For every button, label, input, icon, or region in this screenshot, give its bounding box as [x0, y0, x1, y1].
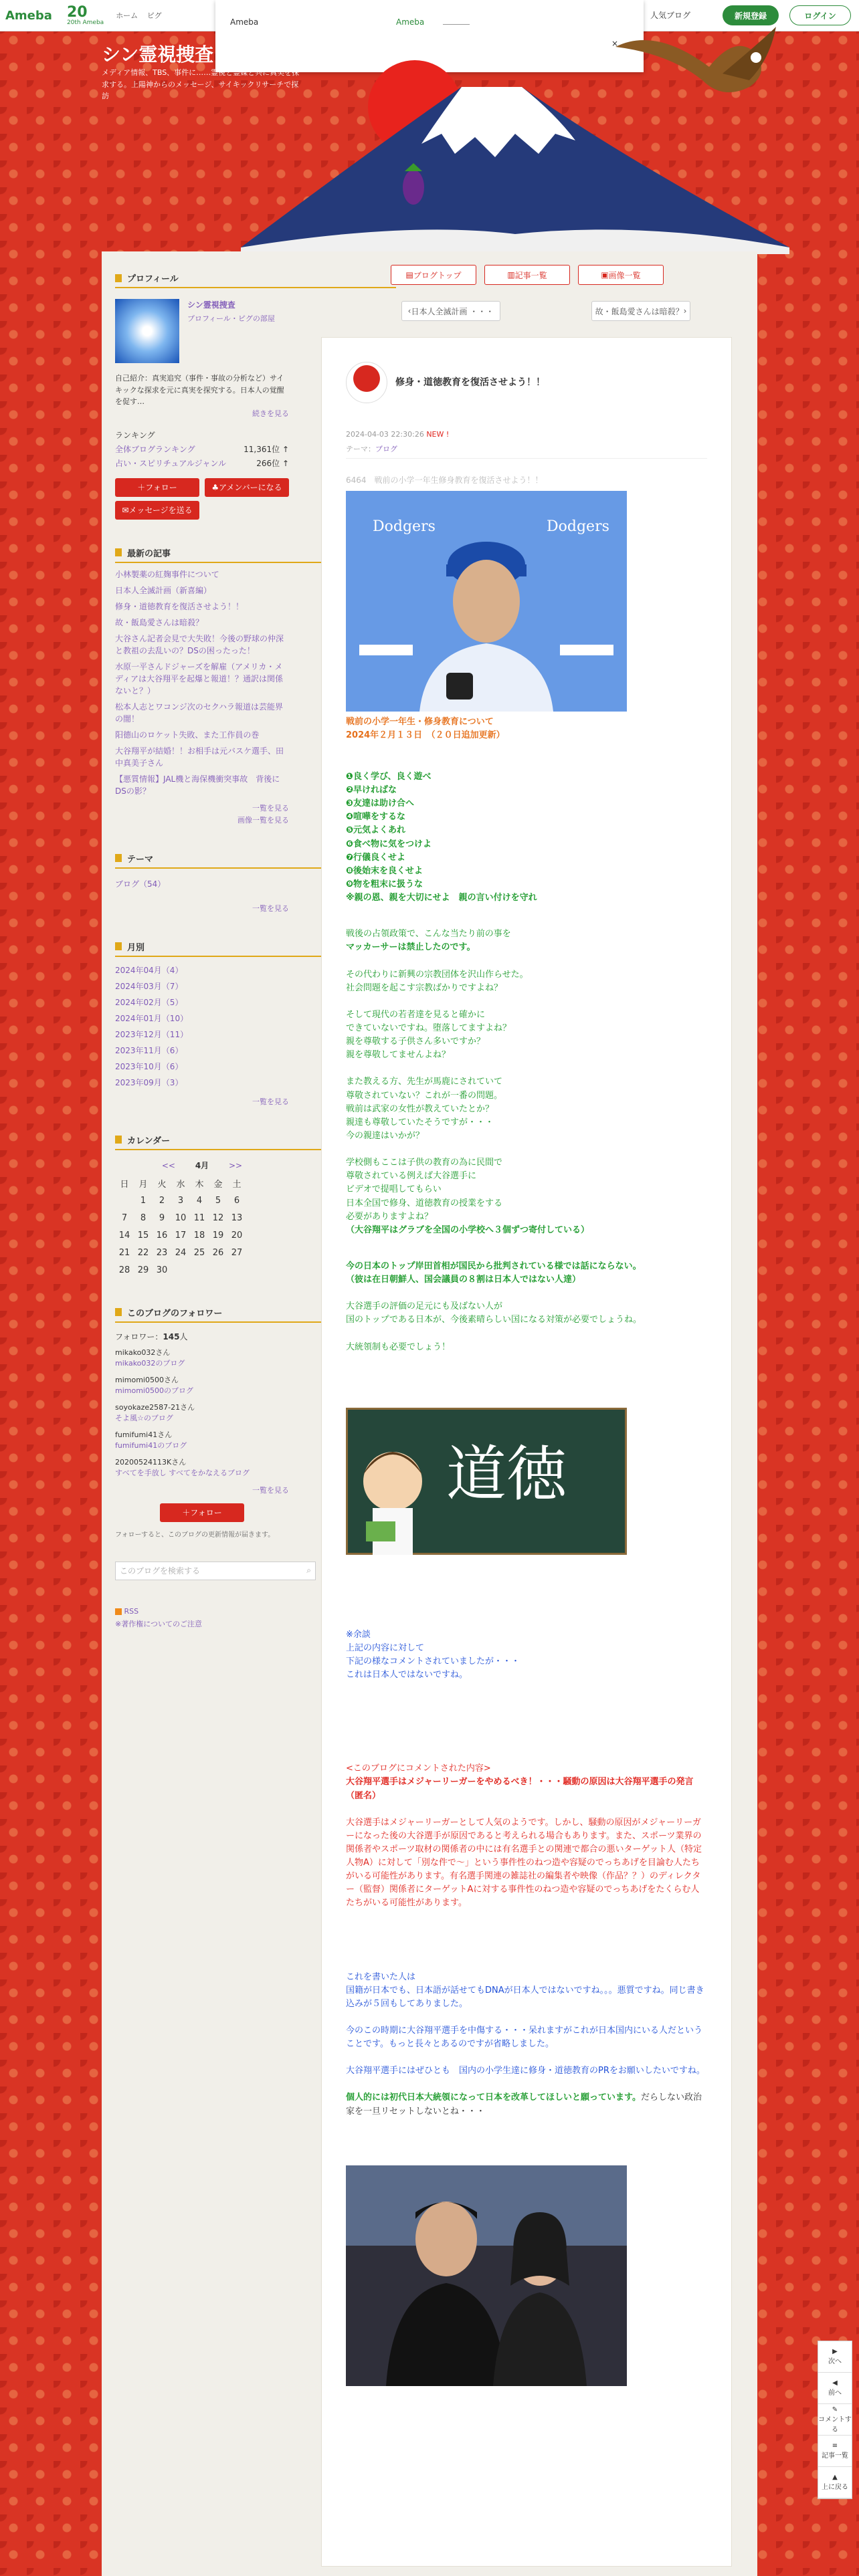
- monthly-heading: 月別: [115, 940, 396, 957]
- recent-images-link[interactable]: 画像一覧を見る: [237, 815, 289, 825]
- calendar-day[interactable]: 12: [212, 1213, 224, 1224]
- calendar-grid: [115, 1175, 246, 1279]
- article-body: [346, 474, 707, 2386]
- arrow-up-icon: ▲: [832, 2474, 838, 2481]
- search-icon[interactable]: ⌕: [306, 1566, 311, 1576]
- prev-article-tool[interactable]: ◀ 前へ: [818, 2373, 852, 2404]
- popular-blog-link[interactable]: 人気ブログ: [650, 11, 691, 20]
- follower-list: [115, 1348, 289, 1479]
- monthly-more-link[interactable]: 一覧を見る: [252, 1097, 289, 1106]
- svg-text:Dodgers: Dodgers: [547, 518, 609, 535]
- calendar-weekday: 月: [138, 1180, 148, 1190]
- nav-pigg-link[interactable]: ピグ: [147, 11, 162, 20]
- calendar-day[interactable]: 7: [121, 1213, 128, 1224]
- paragraph-4: また教える方、先生が馬鹿にされていて 尊敬されていない？これが一番の問題。 戦前は武家の女性が教えていたとか？ 親達も尊敬していたそうですが・・・ 今の親達はいかが？: [346, 1077, 503, 1141]
- moral-rule-item: ❷早ければな: [346, 785, 397, 796]
- floating-toolbar: [818, 2341, 852, 2499]
- comment-icon: ✎: [832, 2405, 838, 2413]
- recent-article-link[interactable]: 日本人全滅計画（新喜編）: [115, 585, 212, 595]
- calendar-day[interactable]: 20: [231, 1230, 243, 1241]
- arrow-left-icon: ◀: [832, 2379, 838, 2387]
- copyright-note-link[interactable]: ※著作権についてのご注意: [115, 1619, 202, 1628]
- content-column: [308, 265, 744, 2117]
- calendar-next[interactable]: >>: [229, 1160, 243, 1170]
- calendar-day[interactable]: 14: [118, 1230, 130, 1241]
- follower-blog-link[interactable]: mikako032のブログ: [115, 1359, 185, 1368]
- recent-article-link[interactable]: 故・飯島愛さんは暗殺？: [115, 617, 204, 627]
- message-button[interactable]: ✉ メッセージを送る: [115, 501, 199, 520]
- profile-pigg-link[interactable]: プロフィール・ピグの部屋: [187, 314, 275, 323]
- calendar-day: [171, 1262, 190, 1279]
- login-button[interactable]: ログイン: [789, 5, 851, 25]
- calendar-day[interactable]: 21: [118, 1248, 130, 1259]
- calendar-day[interactable]: 8: [140, 1213, 147, 1224]
- article-avatar: [346, 362, 387, 403]
- calendar-weekday: 日: [120, 1180, 129, 1190]
- calendar-prev[interactable]: <<: [161, 1160, 175, 1170]
- follower-blog-link[interactable]: fumifumi41のブログ: [115, 1441, 187, 1451]
- follower-name: mikako032さん: [115, 1348, 171, 1357]
- recent-list: [115, 568, 289, 797]
- follow-button-2[interactable]: ＋ フォロー: [160, 1503, 244, 1522]
- recent-article-link[interactable]: 阳德山のロケット失敗、また工作員の巻: [115, 730, 260, 740]
- svg-text:Dodgers: Dodgers: [373, 518, 436, 535]
- calendar-day[interactable]: 9: [159, 1213, 165, 1224]
- calendar-day[interactable]: 11: [193, 1213, 205, 1224]
- article-date: 2024-04-03 22:30:26 NEW !: [346, 430, 450, 439]
- paragraph-3: そして現代の若者達を見ると確かに できていないですね。堕落してますよね？ 親を尊敬する子供さん多いですか？ 親を尊敬してませんよね？: [346, 1009, 512, 1061]
- calendar-day[interactable]: 15: [137, 1230, 149, 1241]
- back-to-top-tool[interactable]: ▲ 上に戻る: [818, 2467, 852, 2498]
- blog-search-input[interactable]: このブログを検索する ⌕: [115, 1562, 316, 1580]
- arrow-right-icon: ▶: [832, 2348, 838, 2355]
- paragraph-6: 今の日本のトップ岸田首相が国民から批判されている様では話にならない。 （彼は在日朝鮮人、国会議員の８割は日本人ではない人達）: [346, 1261, 642, 1285]
- prev-article-link[interactable]: ‹ 日本人全滅計画 ・・・: [401, 301, 500, 321]
- moral-rules-list: [346, 770, 707, 905]
- paragraph-5: 学校側もここは子供の教育の為に民間で 尊敬されている例えば大谷選手に ビデオで提唱してもらい 日本全国で修身、道徳教育の授業をする 必要がありますよね？ （大谷翔平はグラブを全国の小学校へ３個ずつ寄付している）: [346, 1158, 590, 1235]
- calendar-day: [115, 1192, 134, 1210]
- paragraph-1: 戦後の占領政策で、こんな当たり前の事を マッカーサーは禁止したのです。: [346, 929, 511, 953]
- calendar-day[interactable]: 17: [175, 1230, 187, 1241]
- comment-tool[interactable]: ✎ コメントする: [818, 2404, 852, 2436]
- calendar-weekday: 木: [195, 1180, 204, 1190]
- article-card: [321, 337, 732, 2567]
- register-button[interactable]: 新規登録: [723, 5, 779, 25]
- calendar-day: [209, 1262, 227, 1279]
- recent-article-link[interactable]: 大谷翔平が結婚！！お相手は元バスケ選手、田中真美子さん: [115, 746, 284, 768]
- moral-rule-item: ❽後始末を良くせよ: [346, 865, 423, 876]
- article-list-tool[interactable]: ≡ 記事一覧: [818, 2436, 852, 2467]
- ranking-overall-value: 11,361位 ↑: [244, 444, 289, 454]
- monthly-archive-link[interactable]: 2024年04月（4）: [115, 965, 183, 975]
- tab-blog-top[interactable]: ▤ ブログトップ: [391, 265, 476, 285]
- theme-item[interactable]: ブログ（54）: [115, 879, 166, 889]
- ohtani-press-photo[interactable]: [346, 491, 627, 712]
- calendar-day[interactable]: 2: [159, 1196, 165, 1206]
- blackboard-text: 道徳: [446, 1438, 567, 1509]
- moral-rule-item: ❹喧嘩をするな: [346, 812, 406, 823]
- list-icon: ≡: [832, 2442, 838, 2450]
- calendar-day[interactable]: 25: [193, 1248, 205, 1259]
- nav-home-link[interactable]: ホーム: [116, 11, 138, 20]
- grey-caption: 6464 戦前の小学一年生修身教育を復活させよう！！: [346, 475, 543, 485]
- rss-icon: [115, 1608, 122, 1615]
- next-article-tool[interactable]: ▶ 次へ: [818, 2341, 852, 2373]
- calendar-nav: [115, 1160, 289, 1171]
- recent-article-link[interactable]: 【悪質情報】JAL機と海保機衝突事故 背後にDSの影？: [115, 774, 280, 796]
- monthly-archive-link[interactable]: 2023年12月（11）: [115, 1029, 189, 1039]
- eggplant-icon: [403, 170, 424, 205]
- ranking-label: ランキング: [115, 430, 155, 440]
- calendar-day[interactable]: 16: [156, 1230, 168, 1241]
- moral-rule-item: ※親の恩、親を大切にせよ 親の言い付けを守れ: [346, 893, 537, 903]
- calendar-day[interactable]: 27: [231, 1248, 243, 1259]
- calendar-day[interactable]: 19: [212, 1230, 224, 1241]
- article-theme: テーマ：ブログ: [346, 445, 397, 453]
- recent-article-link[interactable]: 松本人志とワコンジ次のセクハラ報道は芸能界の闇！: [115, 702, 283, 724]
- calendar-day[interactable]: 1: [140, 1196, 147, 1206]
- ad-brand: Ameba: [230, 17, 259, 27]
- moral-rule-item: ❻食べ物に気をつけよ: [346, 839, 432, 849]
- followers-heading: このブログのフォロワー: [115, 1306, 396, 1323]
- follow-button[interactable]: ＋ フォロー: [115, 478, 199, 497]
- recent-article-link[interactable]: 小林製薬の紅麹事件について: [115, 569, 219, 579]
- calendar-day[interactable]: 28: [118, 1265, 130, 1276]
- intro-line-2: 2024年２月１３日 （２０日追加更新）: [346, 730, 505, 740]
- calendar-day[interactable]: 29: [137, 1265, 149, 1276]
- profile-more-link[interactable]: 続きを見る: [252, 409, 289, 418]
- note-block: ※余談 上記の内容に対して 下記の様なコメントされていましたが・・・ これは日本人ではないですね。: [346, 1629, 520, 1681]
- followers-more-link[interactable]: 一覧を見る: [252, 1485, 289, 1495]
- follower-name: 20200524113Kさん: [115, 1457, 187, 1467]
- paragraph-8: 大統領制も必要でしょう！: [346, 1341, 451, 1352]
- ad-divider: [443, 24, 470, 25]
- ad-close-icon[interactable]: ×: [611, 39, 619, 48]
- blog-tabs: [391, 265, 744, 285]
- follower-name: mimomi0500さん: [115, 1375, 179, 1384]
- main-container: [102, 251, 757, 2576]
- anniversary-logo[interactable]: 20 20th Ameba: [66, 3, 104, 26]
- paragraph-7: 大谷選手の評価の足元にも及ばない人が 国のトップである日本が、今後素晴らしい国になる対策が必要でしょうね。: [346, 1301, 642, 1325]
- tab-image-list[interactable]: ▣ 画像一覧: [578, 265, 664, 285]
- moral-rule-item: ❾物を粗末に扱うな: [346, 879, 423, 889]
- monthly-archive-link[interactable]: 2023年11月（6）: [115, 1045, 183, 1055]
- ad-link[interactable]: Ameba: [396, 17, 425, 27]
- calendar-day[interactable]: 4: [196, 1196, 203, 1206]
- calendar-day[interactable]: 6: [233, 1196, 240, 1206]
- calendar-day[interactable]: 18: [193, 1230, 205, 1241]
- calendar-weekday: 水: [176, 1180, 185, 1190]
- monthly-archive-link[interactable]: 2024年03月（7）: [115, 981, 183, 991]
- amember-button[interactable]: ♣ アメンバーになる: [205, 478, 289, 497]
- calendar-day[interactable]: 23: [156, 1248, 168, 1259]
- couple-photo[interactable]: [346, 2165, 627, 2386]
- ranking-genre-value: 266位 ↑: [256, 458, 289, 468]
- monthly-archive-link[interactable]: 2024年02月（5）: [115, 997, 183, 1007]
- moral-rule-item: ❸友達は助け合へ: [346, 798, 415, 809]
- follower-name: fumifumi41さん: [115, 1430, 173, 1439]
- moral-rule-item: ❼行儀良くせよ: [346, 852, 406, 863]
- next-article-link[interactable]: 故・飯島愛さんは暗殺？ ›: [591, 301, 690, 321]
- ranking-block: [115, 429, 289, 469]
- calendar-day[interactable]: 13: [231, 1213, 243, 1224]
- hawk-icon: [615, 27, 776, 92]
- blog-title[interactable]: シン霊視捜査: [102, 43, 214, 66]
- calendar-day[interactable]: 5: [215, 1196, 221, 1206]
- follower-blog-link[interactable]: そよ風☆のブログ: [115, 1414, 173, 1423]
- paragraph-2: その代わりに新興の宗教団体を沢山作らせた。 社会問題を起こす宗教ばかりですよね？: [346, 969, 529, 993]
- calendar-day: [227, 1262, 246, 1279]
- moral-blackboard-illustration[interactable]: [346, 1408, 627, 1555]
- calendar-heading: カレンダー: [115, 1134, 396, 1150]
- monthly-list: [115, 962, 289, 1091]
- profile-intro: 自己紹介：真実追究（事件・事故の分析など）サイキックな探求を元に真実を探究する。日本人の覚醒を促す…: [115, 374, 284, 407]
- follower-blog-link[interactable]: mimomi0500のブログ: [115, 1386, 193, 1396]
- moral-rule-item: ❺元気よくあれ: [346, 825, 406, 836]
- intro-line-1: 戦前の小学一年生・修身教育について: [346, 716, 494, 727]
- calendar-day[interactable]: 24: [175, 1248, 187, 1259]
- blog-description: メディア情報、TBS、事件に……霊視と霊媒と共に真実を探求する。上陽神からのメッセージ、サイキックリサーチで探訪: [102, 68, 300, 101]
- tab-article-list[interactable]: ▥ 記事一覧: [484, 265, 570, 285]
- calendar-day[interactable]: 26: [212, 1248, 224, 1259]
- calendar-day[interactable]: 10: [175, 1213, 187, 1224]
- calendar-day[interactable]: 22: [137, 1248, 149, 1259]
- recent-article-link[interactable]: 大谷さん記者会見で大失敗！今後の野球の仲深と教祖の去乱いの？DSの困ったった！: [115, 633, 284, 655]
- rss-link[interactable]: RSS: [124, 1606, 139, 1616]
- monthly-archive-link[interactable]: 2023年10月（6）: [115, 1061, 183, 1071]
- follower-name: soyokaze2587-21さん: [115, 1402, 195, 1412]
- calendar-weekday: 金: [213, 1180, 223, 1190]
- follower-blog-link[interactable]: すべてを手放し すべてをかなえるブログ: [115, 1469, 250, 1478]
- calendar-day[interactable]: 30: [156, 1265, 168, 1276]
- article-title[interactable]: 修身・道徳教育を復活させよう！！: [395, 377, 545, 388]
- calendar-weekday: 土: [232, 1180, 242, 1190]
- follow-note: フォローすると、このブログの更新情報が届きます。: [115, 1531, 275, 1539]
- recent-article-link[interactable]: 水原一平さんドジャーズを解雇（アメリカ・メディアは大谷翔平を起爆と報道！？通訳は関係ないと？）: [115, 661, 284, 695]
- new-badge: NEW !: [426, 430, 450, 439]
- moral-rule-item: ❶良く学び、良く遊べ: [346, 771, 432, 782]
- ranking-overall-link[interactable]: 全体ブログランキング: [115, 444, 195, 454]
- calendar-day[interactable]: 3: [177, 1196, 184, 1206]
- article-theme-link[interactable]: ブログ: [375, 445, 397, 453]
- calendar-weekday: 火: [157, 1180, 167, 1190]
- recent-article-link[interactable]: 修身・道徳教育を復活させよう！！: [115, 601, 244, 611]
- article-pager: [401, 301, 690, 321]
- ranking-genre-link[interactable]: 占い・スピリチュアルジャンル: [115, 458, 227, 468]
- quoted-comment: <このブログにコメントされた内容> 大谷翔平選手はメジャーリーガーをやめるべき！・・・騒動の原因は大谷翔平選手の発言（匿名） 大谷選手はメジャーリーガーとして人気のようです。しかし、騒動の原因がメジャーリーガーになった後の大谷選手が原因であると考えられる場合もあります。また、スポーツ業界の関係者やスポーツ取材の関係者の中には有名選手との関連で都合の悪いターゲット人（特定人物A）に対して「別な件で～」という事件性のねつ造や容疑のでっちあげを目論む人たちがいる可能性があります。有名選手関連の雑誌社の編集者や映像（作品？？）のディレクター（監督）関係者にターゲットAに対する事件性のねつ造や容疑のでっちあげをたくらむ人たちがいる可能性があります。: [346, 1763, 702, 1909]
- recent-more-link[interactable]: 一覧を見る: [252, 803, 289, 813]
- calendar-month: 4月: [195, 1160, 209, 1170]
- followers-count: フォロワー：145人: [115, 1331, 188, 1341]
- monthly-archive-link[interactable]: 2023年09月（3）: [115, 1077, 183, 1087]
- ameba-logo[interactable]: Ameba: [5, 8, 52, 23]
- theme-heading: テーマ: [115, 852, 396, 869]
- monthly-archive-link[interactable]: 2024年01月（10）: [115, 1013, 189, 1023]
- profile-heading: プロフィール: [115, 272, 396, 288]
- global-nav: [116, 10, 169, 21]
- theme-more-link[interactable]: 一覧を見る: [252, 903, 289, 913]
- recent-heading: 最新の記事: [115, 546, 396, 563]
- mount-fuji-illustration: [241, 27, 789, 254]
- profile-name[interactable]: シン霊視捜査: [187, 300, 235, 310]
- response-block: これを書いた人は 国籍が日本でも、日本語が話せてもDNAが日本人ではないですね。。。悪質ですね。同じ書き込みが５回もしてありました。 今のこの時期に大谷翔平選手を中傷する・・・呆れますがこれが日本国内にいる人だということです。もっと長々とあるのですが省略しました。 大谷翔平選手にはぜひとも 国内の小学生達に修身・道徳教育のPRをお願いしたいですね。 個人的には初代日本大統領になって日本を改革してほしいと願っています。だらしない政治家を一旦リセットしないとね・・・: [346, 1971, 705, 2117]
- calendar-day: [190, 1262, 209, 1279]
- avatar[interactable]: [115, 299, 179, 363]
